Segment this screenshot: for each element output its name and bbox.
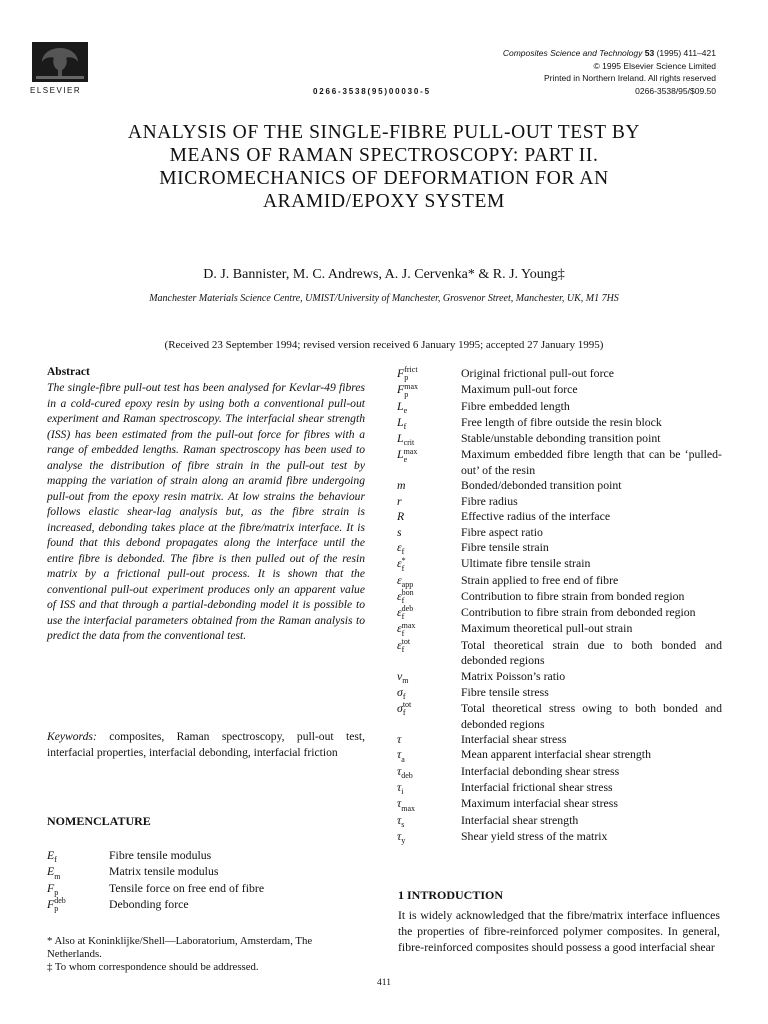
received-dates: (Received 23 September 1994; revised version received 6 January 1995; accepted 27 January 1995) bbox=[164, 339, 604, 351]
symbol-base: L bbox=[397, 414, 404, 429]
nomenclature-description: Stable/unstable debonding transition point bbox=[461, 431, 661, 446]
symbol-base: L bbox=[397, 447, 404, 462]
symbol-base: R bbox=[397, 509, 405, 524]
nomenclature-row bbox=[47, 881, 365, 897]
nomenclature-description: Total theoretical strain due to both bonded and debonded regions bbox=[461, 637, 722, 668]
nomenclature-description: Fibre tensile stress bbox=[461, 684, 549, 699]
nomenclature-description: Maximum pull-out force bbox=[461, 382, 578, 397]
nomenclature-row bbox=[397, 813, 722, 829]
paper-title bbox=[40, 121, 728, 213]
journal-name: Composites Science and Technology bbox=[502, 48, 643, 58]
symbol-subscript: m bbox=[402, 675, 409, 685]
symbol-superscript: bon bbox=[401, 588, 414, 598]
symbol-subscript: f bbox=[401, 563, 405, 573]
nomenclature-description: Contribution to fibre strain from debonded region bbox=[461, 605, 696, 620]
nomenclature-heading: NOMENCLATURE bbox=[47, 814, 151, 828]
footnotes bbox=[47, 935, 367, 974]
issn-code: 0266-3538(95)00030-5 bbox=[313, 87, 431, 96]
nomenclature-symbol bbox=[397, 747, 461, 763]
elsevier-tree-logo-icon bbox=[30, 40, 90, 84]
nomenclature-row bbox=[397, 366, 722, 382]
nomenclature-row bbox=[397, 415, 722, 431]
nomenclature-row bbox=[397, 685, 722, 701]
nomenclature-description: Free length of fibre outside the resin block bbox=[461, 414, 662, 429]
nomenclature-symbol bbox=[397, 366, 461, 382]
symbol-superscript: max bbox=[401, 620, 416, 630]
symbol-base: F bbox=[47, 896, 55, 911]
journal-volume: 53 bbox=[644, 48, 655, 58]
nomenclature-symbol bbox=[397, 478, 461, 493]
nomenclature-description: Matrix tensile modulus bbox=[109, 864, 219, 879]
nomenclature-symbol bbox=[397, 431, 461, 447]
nomenclature-row bbox=[397, 796, 722, 812]
journal-printed: Printed in Northern Ireland. All rights reserved bbox=[544, 73, 716, 83]
nomenclature-description: Tensile force on free end of fibre bbox=[109, 880, 265, 895]
nomenclature-row bbox=[397, 638, 722, 669]
symbol-base: τ bbox=[397, 747, 402, 762]
nomenclature-row bbox=[397, 764, 722, 780]
nomenclature-row bbox=[397, 525, 722, 540]
symbol-base: ε bbox=[397, 588, 402, 603]
nomenclature-symbol bbox=[397, 494, 461, 509]
nomenclature-row bbox=[397, 829, 722, 845]
symbol-base: σ bbox=[397, 701, 403, 716]
nomenclature-row bbox=[397, 732, 722, 747]
symbol-subscript: p bbox=[404, 389, 409, 399]
nomenclature-row bbox=[397, 589, 722, 605]
nomenclature-row bbox=[397, 605, 722, 621]
nomenclature-description: Interfacial shear stress bbox=[461, 731, 567, 746]
introduction-text: It is widely acknowledged that the fibre/matrix interface influences the properties of fibre-reinforced polymer composites. In general, fibre-reinforced composites should possess a good interfacial shear bbox=[398, 908, 720, 954]
symbol-superscript: * bbox=[401, 555, 406, 565]
nomenclature-symbol bbox=[397, 540, 461, 556]
symbol-subscript: app bbox=[401, 579, 414, 589]
symbol-subscript: p bbox=[404, 373, 409, 383]
nomenclature-description: Interfacial shear strength bbox=[461, 812, 579, 827]
symbol-subscript: max bbox=[401, 803, 416, 813]
symbol-base: τ bbox=[397, 731, 402, 746]
symbol-base: E bbox=[47, 848, 55, 862]
nomenclature-description: Fibre aspect ratio bbox=[461, 524, 543, 539]
abstract-text: The single-fibre pull-out test has been analysed for Kevlar-49 fibres in a cold-cured epoxy resin by using both a conventional pull-out experiment and Raman spectroscopy. The interfacial shear strength (ISS) has been estimated from the pull-out force for fibres with a range of embedded lengths. Raman spectroscopy has been used to analyse the distribution of fibre strain in the pull-out test by mapping the variation of strain along an aramid fibre undergoing pull-out from the epoxy resin matrix. At low strains the behaviour follows elastic shear-lag analysis but, as the fibre strain is increased, debonding takes place at the fibre/matrix interface. It is found that this debond propagates along the interface until the entire fibre is debonded. The fibre is then pulled out of the resin matrix by a frictional pull-out process. It is shown that the conventional pull-out experiment produces only an apparent value of ISS and that through a partial-debonding model it is possible to use the interfacial parameters obtained from the Raman analysis to predict the data from the conventional test. bbox=[47, 381, 365, 642]
symbol-subscript: i bbox=[401, 787, 404, 797]
nomenclature-symbol bbox=[397, 780, 461, 796]
nomenclature-symbol bbox=[47, 864, 109, 880]
nomenclature-symbol bbox=[397, 509, 461, 524]
nomenclature-row bbox=[397, 540, 722, 556]
symbol-subscript: e bbox=[403, 405, 408, 415]
nomenclature-description: Bonded/debonded transition point bbox=[461, 478, 622, 493]
symbol-subscript: p bbox=[54, 887, 59, 897]
nomenclature-description: Mean apparent interfacial shear strength bbox=[461, 747, 651, 762]
symbol-base: τ bbox=[397, 796, 402, 811]
nomenclature-description: Fibre embedded length bbox=[461, 398, 570, 413]
symbol-base: τ bbox=[397, 763, 402, 778]
nomenclature-symbol bbox=[397, 573, 461, 589]
nomenclature-symbol bbox=[397, 701, 461, 732]
nomenclature-symbol bbox=[47, 848, 109, 864]
nomenclature-description: Fibre tensile modulus bbox=[109, 848, 212, 862]
symbol-base: ν bbox=[397, 668, 403, 683]
nomenclature-description: Shear yield stress of the matrix bbox=[461, 828, 608, 843]
nomenclature-symbol bbox=[397, 525, 461, 540]
nomenclature-description: Matrix Poisson’s ratio bbox=[461, 668, 566, 683]
symbol-superscript: max bbox=[404, 381, 418, 391]
symbol-subscript: f bbox=[402, 708, 406, 718]
nomenclature-symbol bbox=[397, 556, 461, 572]
symbol-subscript: p bbox=[54, 904, 59, 914]
journal-info bbox=[503, 47, 716, 97]
symbol-superscript: max bbox=[403, 446, 418, 456]
symbol-superscript: tot bbox=[402, 700, 412, 710]
nomenclature-symbol bbox=[397, 813, 461, 829]
symbol-base: ε bbox=[397, 637, 402, 652]
nomenclature-description: Ultimate fibre tensile strain bbox=[461, 556, 591, 571]
nomenclature-row bbox=[397, 747, 722, 763]
symbol-subscript: deb bbox=[401, 770, 413, 780]
nomenclature-description: Maximum embedded fibre length that can be ‘pulled-out’ of the resin bbox=[461, 447, 722, 477]
symbol-subscript: m bbox=[54, 871, 61, 881]
symbol-subscript: a bbox=[401, 754, 405, 764]
abstract-section bbox=[47, 366, 365, 644]
nomenclature-symbol bbox=[397, 638, 461, 669]
nomenclature-symbol bbox=[397, 685, 461, 701]
symbol-subscript: e bbox=[403, 454, 408, 464]
symbol-base: m bbox=[397, 478, 406, 493]
nomenclature-list-left bbox=[47, 848, 365, 913]
nomenclature-row bbox=[47, 848, 365, 864]
symbol-base: τ bbox=[397, 779, 402, 794]
symbol-superscript: tot bbox=[401, 637, 411, 646]
symbol-base: ε bbox=[397, 605, 402, 620]
symbol-base: L bbox=[397, 431, 404, 446]
symbol-superscript: deb bbox=[54, 896, 66, 906]
keywords-text: composites, Raman spectroscopy, pull-out test, interfacial properties, interfacial debonding, interfacial friction bbox=[47, 730, 365, 759]
symbol-subscript: f bbox=[401, 547, 405, 557]
nomenclature-row bbox=[397, 701, 722, 732]
symbol-subscript: s bbox=[401, 819, 405, 829]
nomenclature-row bbox=[397, 431, 722, 447]
symbol-base: F bbox=[397, 382, 405, 397]
nomenclature-symbol bbox=[47, 897, 109, 913]
nomenclature-symbol bbox=[397, 415, 461, 431]
symbol-base: ε bbox=[397, 556, 402, 571]
nomenclature-description: Interfacial debonding shear stress bbox=[461, 763, 620, 778]
symbol-base: F bbox=[397, 366, 405, 380]
nomenclature-row bbox=[397, 447, 722, 478]
keywords bbox=[47, 729, 365, 760]
journal-citation bbox=[503, 47, 716, 60]
footnote: * Also at Koninklijke/Shell—Laboratorium, Amsterdam, The Netherlands. bbox=[47, 935, 313, 960]
nomenclature-row bbox=[397, 780, 722, 796]
symbol-base: ε bbox=[397, 621, 402, 636]
symbol-base: L bbox=[397, 398, 404, 413]
title-line: ARAMID/EPOXY SYSTEM bbox=[263, 191, 505, 212]
journal-copyright: © 1995 Elsevier Science Limited bbox=[593, 60, 716, 71]
nomenclature-description: Original frictional pull-out force bbox=[461, 366, 614, 380]
symbol-base: ε bbox=[397, 539, 402, 554]
symbol-subscript: f bbox=[401, 645, 405, 654]
nomenclature-row bbox=[397, 399, 722, 415]
symbol-subscript: f bbox=[401, 628, 405, 638]
title-line: ANALYSIS OF THE SINGLE-FIBRE PULL-OUT TEST BY bbox=[127, 122, 641, 143]
nomenclature-description: Maximum theoretical pull-out strain bbox=[461, 621, 633, 636]
symbol-base: F bbox=[47, 880, 55, 895]
nomenclature-description: Fibre tensile strain bbox=[461, 539, 549, 554]
nomenclature-description: Fibre radius bbox=[461, 493, 518, 508]
nomenclature-symbol bbox=[397, 447, 461, 478]
symbol-base: σ bbox=[397, 684, 403, 699]
nomenclature-description: Contribution to fibre strain from bonded region bbox=[461, 588, 685, 603]
symbol-subscript: y bbox=[401, 836, 406, 846]
nomenclature-row bbox=[397, 494, 722, 509]
symbol-subscript: f bbox=[401, 596, 405, 606]
nomenclature-row bbox=[397, 382, 722, 398]
journal-pages: (1995) 411–421 bbox=[654, 48, 716, 58]
symbol-base: τ bbox=[397, 828, 402, 843]
symbol-subscript: f bbox=[403, 422, 407, 432]
symbol-superscript: deb bbox=[401, 604, 414, 614]
journal-code: 0266-3538/95/$09.50 bbox=[635, 85, 716, 96]
nomenclature-description: Maximum interfacial shear stress bbox=[461, 796, 618, 811]
nomenclature-symbol bbox=[397, 669, 461, 685]
symbol-subscript: f bbox=[54, 855, 57, 865]
nomenclature-row bbox=[397, 478, 722, 493]
nomenclature-symbol bbox=[397, 589, 461, 605]
nomenclature-row bbox=[397, 669, 722, 685]
symbol-subscript: crit bbox=[403, 438, 415, 448]
nomenclature-row bbox=[47, 864, 365, 880]
symbol-superscript: frict bbox=[404, 365, 418, 375]
authors: D. J. Bannister, M. C. Andrews, A. J. Cervenka* & R. J. Young‡ bbox=[203, 267, 565, 282]
symbol-base: r bbox=[397, 493, 402, 508]
nomenclature-symbol bbox=[397, 399, 461, 415]
symbol-base: s bbox=[397, 524, 402, 539]
nomenclature-symbol bbox=[397, 796, 461, 812]
nomenclature-row bbox=[47, 897, 365, 913]
nomenclature-list-right bbox=[397, 366, 722, 845]
nomenclature-symbol bbox=[47, 881, 109, 897]
abstract-heading: Abstract bbox=[47, 366, 90, 378]
footnote: ‡ To whom correspondence should be addressed. bbox=[47, 961, 259, 973]
introduction-heading: 1 INTRODUCTION bbox=[398, 888, 504, 902]
page-number: 411 bbox=[377, 978, 391, 988]
nomenclature-symbol bbox=[397, 605, 461, 621]
nomenclature-symbol bbox=[397, 382, 461, 398]
title-line: MICROMECHANICS OF DEFORMATION FOR AN bbox=[159, 168, 609, 189]
nomenclature-row bbox=[397, 621, 722, 637]
nomenclature-description: Interfacial frictional shear stress bbox=[461, 779, 613, 794]
nomenclature-row bbox=[397, 556, 722, 572]
symbol-base: ε bbox=[397, 572, 402, 587]
symbol-subscript: f bbox=[401, 612, 405, 622]
publisher-name: ELSEVIER bbox=[30, 86, 82, 95]
nomenclature-description: Effective radius of the interface bbox=[461, 509, 611, 524]
nomenclature-symbol bbox=[397, 829, 461, 845]
nomenclature-row bbox=[397, 509, 722, 524]
nomenclature-symbol bbox=[397, 621, 461, 637]
nomenclature-description: Total theoretical stress owing to both bonded and debonded regions bbox=[461, 701, 722, 731]
symbol-subscript: f bbox=[402, 692, 406, 702]
symbol-base: τ bbox=[397, 812, 402, 827]
nomenclature-description: Debonding force bbox=[109, 896, 189, 911]
keywords-label: Keywords: bbox=[47, 730, 97, 743]
title-line: MEANS OF RAMAN SPECTROSCOPY: PART II. bbox=[169, 145, 599, 166]
nomenclature-symbol bbox=[397, 764, 461, 780]
symbol-base: E bbox=[47, 864, 55, 879]
nomenclature-row bbox=[397, 573, 722, 589]
affiliation: Manchester Materials Science Centre, UMIST/University of Manchester, Grosvenor Street, Manchester, UK, M1 7HS bbox=[149, 293, 619, 304]
nomenclature-description: Strain applied to free end of fibre bbox=[461, 572, 619, 587]
publisher-logo bbox=[30, 40, 94, 95]
nomenclature-symbol bbox=[397, 732, 461, 747]
